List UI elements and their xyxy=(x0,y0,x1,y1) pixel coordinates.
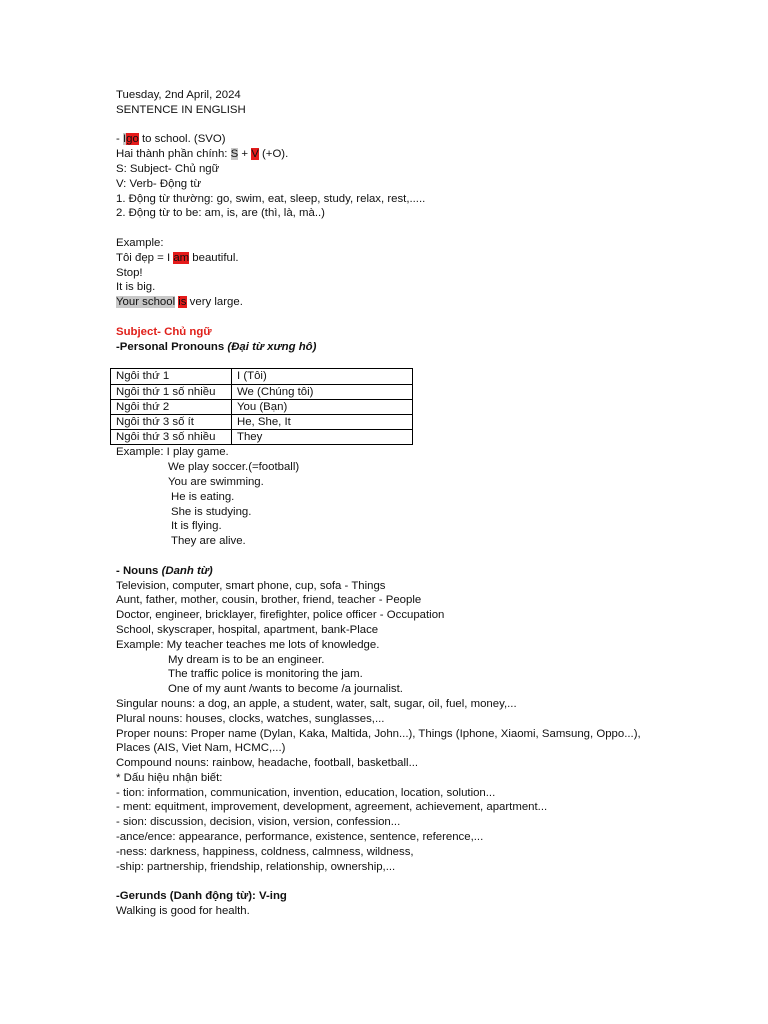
pronoun-cell: He, She, It xyxy=(232,414,413,429)
two-parts-line: Hai thành phần chính: S + V (+O). xyxy=(116,148,289,161)
noun-type: Singular nouns: a dog, an apple, a student, water, salt, sugar, oil, fuel, money,... xyxy=(116,697,517,710)
noun-suffix: - sion: discussion, decision, vision, version, confession... xyxy=(116,816,401,829)
verb-type-1: 1. Động từ thường: go, swim, eat, sleep, study, relax, rest,..... xyxy=(116,192,426,205)
noun-category: School, skyscraper, hospital, apartment, bank-Place xyxy=(116,623,379,636)
highlight-verb: go xyxy=(126,133,139,146)
pronouns-heading: -Personal Pronouns (Đại từ xưng hô) xyxy=(116,340,317,353)
person-cell: Ngôi thứ 1 số nhiều xyxy=(111,384,232,399)
signs-label: * Dấu hiệu nhận biết: xyxy=(116,771,223,784)
noun-example-label: Example: My teacher teaches me lots of knowledge. xyxy=(116,638,380,651)
highlight-s: S xyxy=(230,148,239,161)
verb-type-2: 2. Động từ to be: am, is, are (thì, là, mà..) xyxy=(116,207,325,220)
noun-suffix: - ment: equitment, improvement, development, agreement, achievement, apartment... xyxy=(116,801,548,814)
noun-suffix: - tion: information, communication, invention, education, location, solution... xyxy=(116,786,496,799)
highlight-is: is xyxy=(178,296,187,309)
person-cell: Ngôi thứ 3 số nhiều xyxy=(111,430,232,445)
verb-definition: V: Verb- Động từ xyxy=(116,177,202,190)
gerund-example: Walking is good for health. xyxy=(116,905,250,918)
pronoun-example-line: It is flying. xyxy=(171,520,222,533)
gerunds-heading: -Gerunds (Danh động từ): V-ing xyxy=(116,890,287,903)
svo-example: - Igo to school. (SVO) xyxy=(116,133,226,146)
pronoun-example-line: He is eating. xyxy=(171,490,235,503)
pronoun-cell: I (Tôi) xyxy=(232,369,413,384)
pronoun-row xyxy=(111,414,413,429)
pronoun-cell: We (Chúng tôi) xyxy=(232,384,413,399)
noun-example-line: My dream is to be an engineer. xyxy=(168,653,325,666)
noun-category: Doctor, engineer, bricklayer, firefighter, police officer - Occupation xyxy=(116,609,445,622)
subject-definition: S: Subject- Chủ ngữ xyxy=(116,162,220,175)
noun-category: Television, computer, smart phone, cup, sofa - Things xyxy=(116,579,386,592)
example-line: Your school is very large. xyxy=(116,296,243,309)
noun-example-line: The traffic police is monitoring the jam. xyxy=(168,668,363,681)
pronoun-row xyxy=(111,384,413,399)
noun-suffix: -ship: partnership, friendship, relationship, ownership,... xyxy=(116,860,396,873)
pronoun-cell: You (Bạn) xyxy=(232,399,413,414)
pronoun-example-label: Example: I play game. xyxy=(116,446,229,459)
person-cell: Ngôi thứ 2 xyxy=(111,399,232,414)
person-cell: Ngôi thứ 3 số ít xyxy=(111,414,232,429)
noun-type: Places (AIS, Viet Nam, HCMC,...) xyxy=(116,742,286,755)
example-line: Stop! xyxy=(116,266,143,279)
pronoun-row xyxy=(111,369,413,384)
pronoun-example-line: She is studying. xyxy=(171,505,252,518)
noun-category: Aunt, father, mother, cousin, brother, friend, teacher - People xyxy=(116,594,422,607)
nouns-heading: - Nouns (Danh từ) xyxy=(116,564,213,577)
noun-example-line: One of my aunt /wants to become /a journalist. xyxy=(168,683,403,696)
pronoun-example-line: You are swimming. xyxy=(168,475,264,488)
pronoun-row xyxy=(111,399,413,414)
noun-type: Proper nouns: Proper name (Dylan, Kaka, Maltida, John...), Things (Iphone, Xiaomi, Samsung, Oppo...), xyxy=(116,727,641,740)
noun-type: Compound nouns: rainbow, headache, football, basketball... xyxy=(116,757,419,770)
highlight-subject: I xyxy=(122,133,127,146)
person-cell: Ngôi thứ 1 xyxy=(111,369,232,384)
noun-suffix: -ance/ence: appearance, performance, existence, sentence, reference,... xyxy=(116,831,484,844)
document-page xyxy=(116,88,736,919)
example-line: Tôi đẹp = I am beautiful. xyxy=(116,251,239,264)
subject-heading: Subject- Chủ ngữ xyxy=(116,325,212,338)
example-line: It is big. xyxy=(116,281,156,294)
highlight-your-school: Your school xyxy=(116,296,176,309)
pronoun-example-line: They are alive. xyxy=(171,535,246,548)
noun-suffix: -ness: darkness, happiness, coldness, calmness, wildness, xyxy=(116,845,414,858)
highlight-am: am xyxy=(173,251,190,264)
pronoun-table xyxy=(110,368,413,445)
highlight-v: V xyxy=(251,148,259,161)
pronoun-row xyxy=(111,430,413,445)
example-label: Example: xyxy=(116,236,164,249)
pronoun-cell: They xyxy=(232,430,413,445)
date-line: Tuesday, 2nd April, 2024 xyxy=(116,89,241,101)
noun-type: Plural nouns: houses, clocks, watches, sunglasses,... xyxy=(116,712,385,725)
pronoun-example-line: We play soccer.(=football) xyxy=(168,461,300,474)
document-title: SENTENCE IN ENGLISH xyxy=(116,103,246,116)
